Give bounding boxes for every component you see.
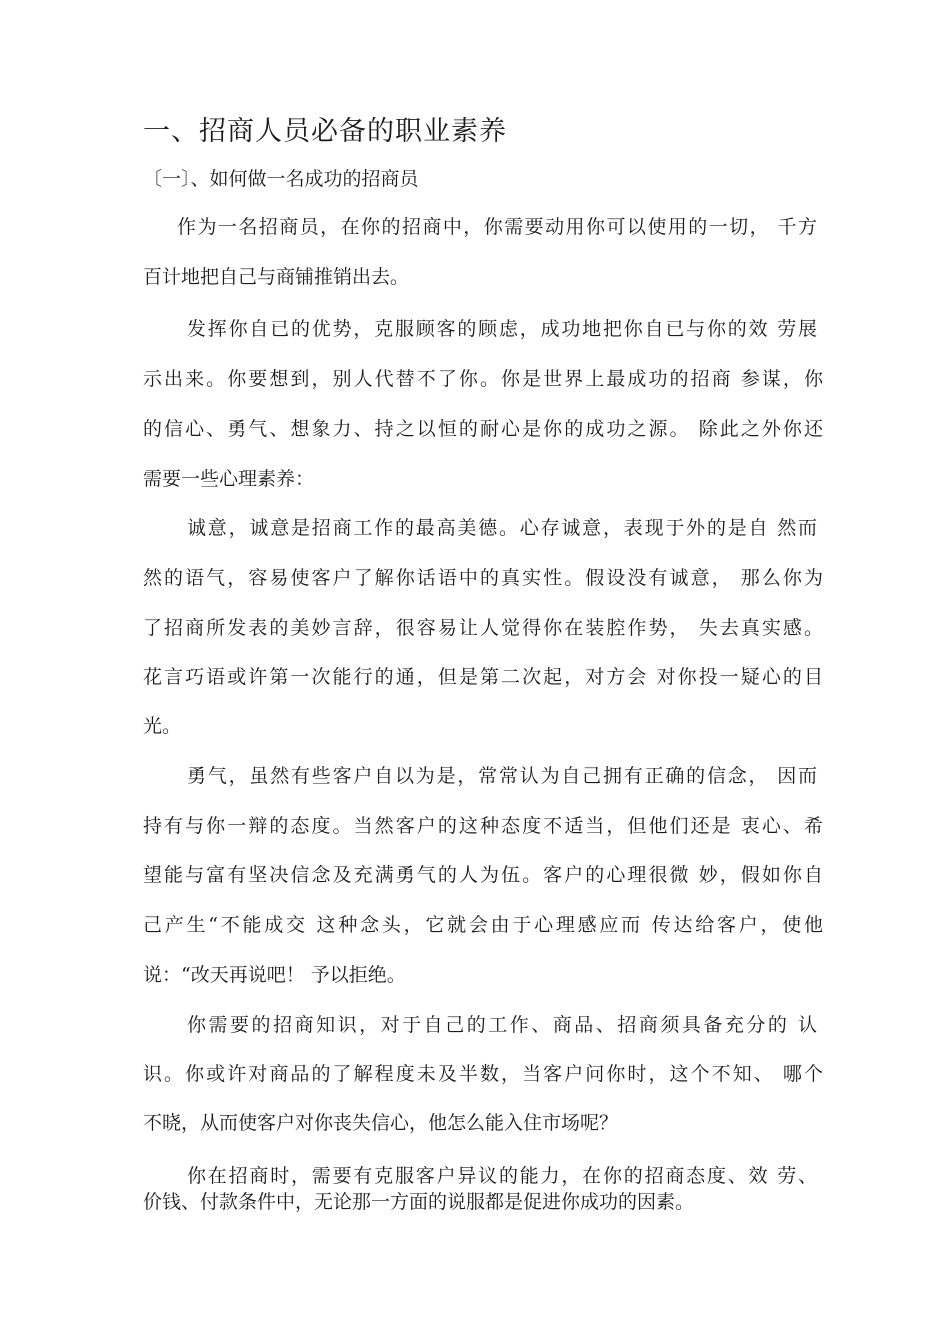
text-line: 诚意，诚意是招商工作的最高美德。心存诚意，表现于外的是自 然而	[187, 517, 817, 539]
text-line: 说：“改天再说吧！ 予以拒绝。	[143, 964, 406, 986]
text-line: 不晓，从而使客户对你丧失信心，他怎么能入住市场呢？	[143, 1112, 619, 1134]
page-title: 一、招商人员必备的职业素养	[143, 116, 507, 147]
text-line: 识。你或许对商品的了解程度未及半数，当客户问你时，这个不知、 哪个	[143, 1063, 823, 1085]
text-line: 你需要的招商知识，对于自己的工作、商品、招商须具备充分的 认	[187, 1014, 817, 1036]
text-line: 花言巧语或许第一次能行的通，但是第二次起，对方会 对你投一疑心的目	[143, 666, 823, 688]
text-line: 价钱、付款条件中，无论那一方面的说服都是促进你成功的因素。	[143, 1191, 695, 1213]
text-line: 发挥你自已的优势，克服顾客的顾虑，成功地把你自已与你的效 劳展	[187, 318, 817, 340]
text-line: 勇气，虽然有些客户自以为是，常常认为自己拥有正确的信念， 因而	[187, 765, 817, 787]
text-line: 示出来。你要想到，别人代替不了你。你是世界上最成功的招商 参谋，你	[143, 368, 823, 390]
text-line: 持有与你一辩的态度。当然客户的这种态度不适当，但他们还是 衷心、希	[143, 815, 823, 837]
text-line: 望能与富有坚决信念及充满勇气的人为伍。客户的心理很微 妙，假如你自	[143, 864, 823, 886]
text-line: 的信心、勇气、想象力、持之以恒的耐心是你的成功之源。 除此之外你还	[143, 418, 823, 440]
section-heading: 〔一〕、如何做一名成功的招商员	[143, 168, 419, 190]
text-line: 然的语气，容易使客户了解你话语中的真实性。假设没有诚意， 那么你为	[143, 567, 823, 589]
text-line: 了招商所发表的美妙言辞，很容易让人觉得你在装腔作势， 失去真实感。	[143, 617, 823, 639]
text-line: 你在招商时，需要有克服客户异议的能力，在你的招商态度、效 劳、	[187, 1165, 817, 1187]
text-line: 百计地把自己与商铺推销出去。	[143, 266, 410, 288]
text-line: 己产生“不能成交 这种念头，它就会由于心理感应而 传达给客户，使他	[143, 914, 823, 936]
text-line: 光。	[143, 715, 182, 737]
text-line: 作为一名招商员，在你的招商中，你需要动用你可以使用的一切， 千方	[177, 216, 817, 238]
text-line: 需要一些心理素养：	[143, 468, 315, 490]
